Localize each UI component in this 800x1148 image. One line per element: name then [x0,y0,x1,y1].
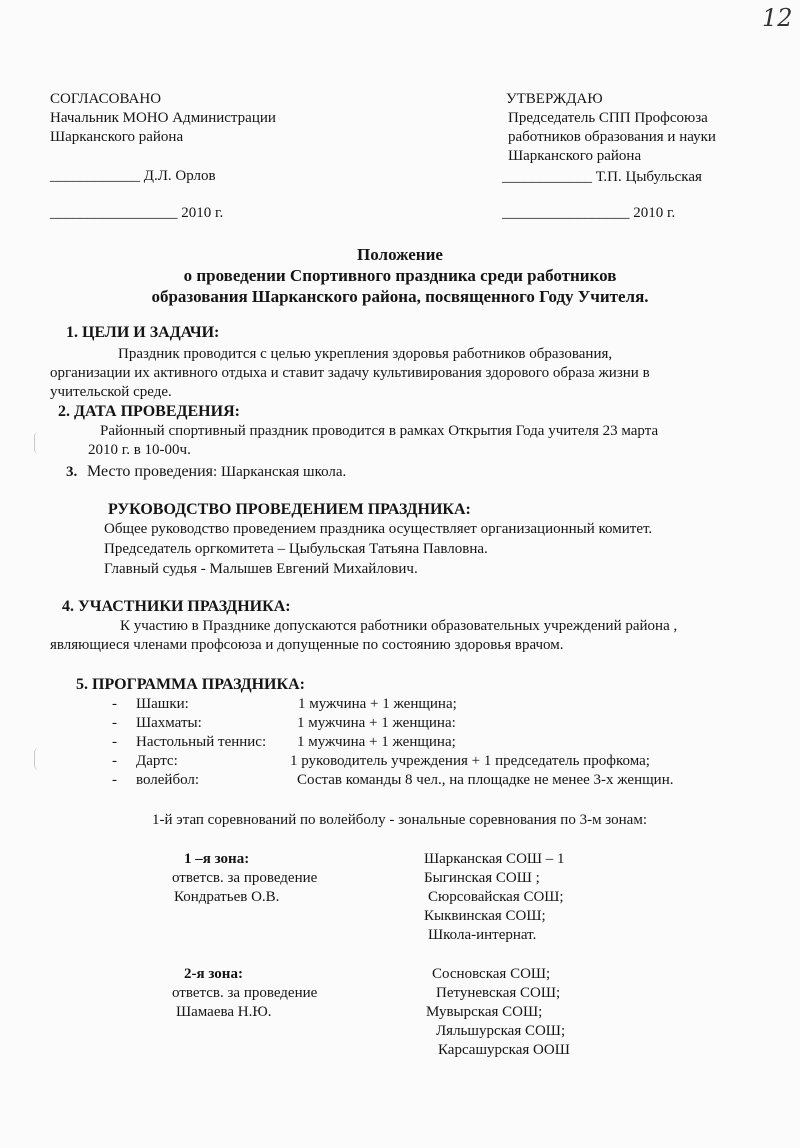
section-goals-text: Праздник проводится с целью укрепления здоровья работников образования, [118,346,613,362]
approver-position: Начальник МОНО Администрации [50,110,276,126]
section-goals-heading: 1. ЦЕЛИ И ЗАДАЧИ: [66,324,220,341]
scan-margin-mark [34,432,43,454]
approver-signature-line: ____________ Д.Л. Орлов [50,168,216,184]
zone-2-school: Карсашурская ООШ [438,1042,570,1058]
confirmer-position: Председатель СПП Профсоюза [508,110,708,126]
section-venue [66,462,346,482]
zone-2-school: Петуневская СОШ; [436,985,561,1001]
zone-2-school: Мувырская СОШ; [426,1004,543,1020]
program-item-value: 1 мужчина + 1 женщина; [298,696,457,712]
section-date-text: Районный спортивный праздник проводится в рамках Открытия Года учителя 23 марта [100,423,659,439]
section-date-text: 2010 г. в 10-00ч. [88,442,191,458]
section-venue-number: 3. [66,464,78,480]
zone-1-title: 1 –я зона: [184,851,250,867]
confirmer-organization: работников образования и науки [508,129,716,145]
program-item-name: Шахматы: [136,715,202,731]
zone-2-school: Ляльшурская СОШ; [436,1023,566,1039]
section-participants-text: К участию в Празднике допускаются работники образовательных учреждений района , [120,618,678,634]
section-goals-text: организации их активного отдыха и ставит задачу культивирования здорового образа жизни в [50,365,650,381]
confirmer-district: Шарканского района [508,148,642,164]
section-date-heading: 2. ДАТА ПРОВЕДЕНИЯ: [58,403,240,420]
confirm-heading: УТВЕРЖДАЮ [506,91,603,107]
program-item-dash: - [112,734,117,750]
scan-margin-mark [34,748,43,770]
program-item-value: Состав команды 8 чел., на площадке не менее 3-х женщин. [297,772,674,788]
section-leadership-heading: РУКОВОДСТВО ПРОВЕДЕНИЕМ ПРАЗДНИКА: [108,501,471,518]
approver-date-line: _________________ 2010 г. [50,205,224,221]
zone-1-responsible-label: ответсв. за проведение [172,870,318,886]
zone-1-school: Школа-интернат. [428,927,537,943]
zone-2-responsible-label: ответсв. за проведение [172,985,318,1001]
section-goals-text: учительской среде. [50,384,172,400]
section-venue-value: : Шарканская школа. [213,464,347,480]
zone-2-responsible-person: Шамаева Н.Ю. [176,1004,272,1020]
program-item-dash: - [112,715,117,731]
program-item-name: Настольный теннис: [136,734,267,750]
zone-1-school: Шарканская СОШ – 1 [424,851,565,867]
section-participants-heading: 4. УЧАСТНИКИ ПРАЗДНИКА: [62,598,291,615]
program-item-name: волейбол: [136,772,200,788]
page-number: 12 [762,4,793,32]
zone-1-school: Быгинская СОШ ; [424,870,540,886]
section-venue-label: Место проведения [87,463,214,480]
zone-1-school: Сюрсовайская СОШ; [428,889,564,905]
section-leadership-text: Председатель оргкомитета – Цыбульская Татьяна Павловна. [104,541,488,557]
program-item-value: 1 мужчина + 1 женщина: [297,715,456,731]
program-item-name: Дартс: [136,753,178,769]
program-item-dash: - [112,772,117,788]
program-item-name: Шашки: [136,696,189,712]
program-item-value: 1 руководитель учреждения + 1 председатель профкома; [290,753,650,769]
confirmer-date-line: _________________ 2010 г. [502,205,676,221]
zone-2-school: Сосновская СОШ; [432,966,551,982]
approved-heading: СОГЛАСОВАНО [50,91,162,107]
section-leadership-text: Общее руководство проведением праздника осуществляет организационный комитет. [104,521,653,537]
volleyball-stage-text: 1-й этап соревнований по волейболу - зональные соревнования по 3-м зонам: [152,812,647,828]
approver-district: Шарканского района [50,129,184,145]
section-participants-text: являющиеся членами профсоюза и допущенные по состоянию здоровья врачом. [50,637,564,653]
program-item-dash: - [112,753,117,769]
zone-2-title: 2-я зона: [184,966,243,982]
document-subtitle-line2: образования Шарканского района, посвященного Году Учителя. [151,287,649,306]
document-title: Положение [357,245,443,264]
document-subtitle-line1: о проведении Спортивного праздника среди работников [183,266,617,285]
section-program-heading: 5. ПРОГРАММА ПРАЗДНИКА: [76,676,305,693]
program-item-dash: - [112,696,117,712]
zone-1-responsible-person: Кондратьев О.В. [174,889,280,905]
section-leadership-text: Главный судья - Малышев Евгений Михайлович. [104,561,418,577]
confirmer-signature-line: ____________ Т.П. Цыбульская [502,169,702,185]
program-item-value: 1 мужчина + 1 женщина; [297,734,456,750]
zone-1-school: Кыквинская СОШ; [424,908,546,924]
